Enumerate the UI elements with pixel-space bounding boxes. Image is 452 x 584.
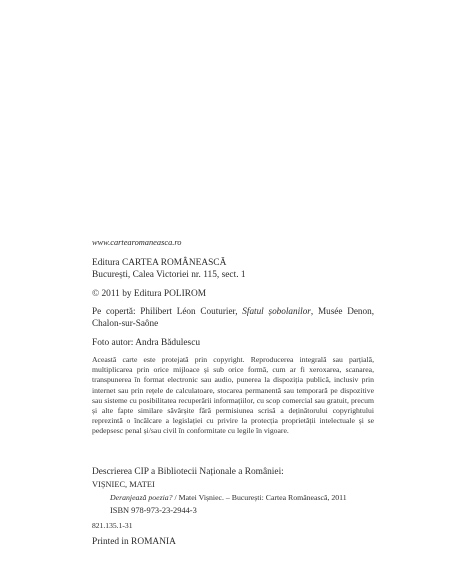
publisher-name: Editura CARTEA ROMÂNEASCĂ bbox=[92, 258, 227, 268]
cip-author: VIȘNIEC, MATEI bbox=[92, 480, 155, 489]
cip-classification: 821.135.1-31 bbox=[92, 521, 133, 530]
cip-isbn: ISBN 978-973-23-2944-3 bbox=[110, 506, 197, 515]
cip-title bbox=[110, 492, 347, 503]
cover-credit-prefix: Pe copertă: Philibert Léon Couturier, bbox=[92, 306, 238, 316]
cover-credit bbox=[92, 305, 374, 329]
cover-credit-work: Sfatul șobolanilor bbox=[242, 306, 311, 316]
website-url: www.cartearomaneasca.ro bbox=[92, 238, 182, 247]
printed-in: Printed in ROMANIA bbox=[92, 537, 176, 547]
legal-notice: Această carte este protejată prin copyright. Reproducerea integrală sau parțială, multiplicarea prin orice mijloace și sub orice formă, cum ar fi xeroxarea, scanarea, transpunerea în format electronic sau audio, punerea la dispoziția publică, inclusiv prin internet sau prin rețele de calculatoare, stocarea permanentă sau temporară pe dispozitive sau sisteme cu posibilitatea recuperării informațiilor, cu scop comercial sau gratuit, precum și alte fapte similare săvârșite fără permisiunea scrisă a deținătorului copyrightului reprezintă o încălcare a legislației cu privire la protecția proprietății intelectuale și se pedepsesc penal și/sau civil în conformitate cu legile în vigoare. bbox=[92, 355, 374, 436]
cip-title-rest: / Matei Vișniec. – București: Cartea Românească, 2011 bbox=[172, 493, 347, 502]
copyright-line: © 2011 by Editura POLIROM bbox=[92, 289, 207, 299]
cip-title-italic: Deranjează poezia? bbox=[110, 493, 173, 502]
cip-heading: Descrierea CIP a Bibliotecii Naționale a României: bbox=[92, 467, 284, 477]
publisher-address: București, Calea Victoriei nr. 115, sect. 1 bbox=[92, 270, 246, 280]
cover-credit-suffix: , Musée Denon, Chalon-sur-Saône bbox=[92, 306, 375, 328]
photo-credit: Foto autor: Andra Bădulescu bbox=[92, 338, 201, 348]
